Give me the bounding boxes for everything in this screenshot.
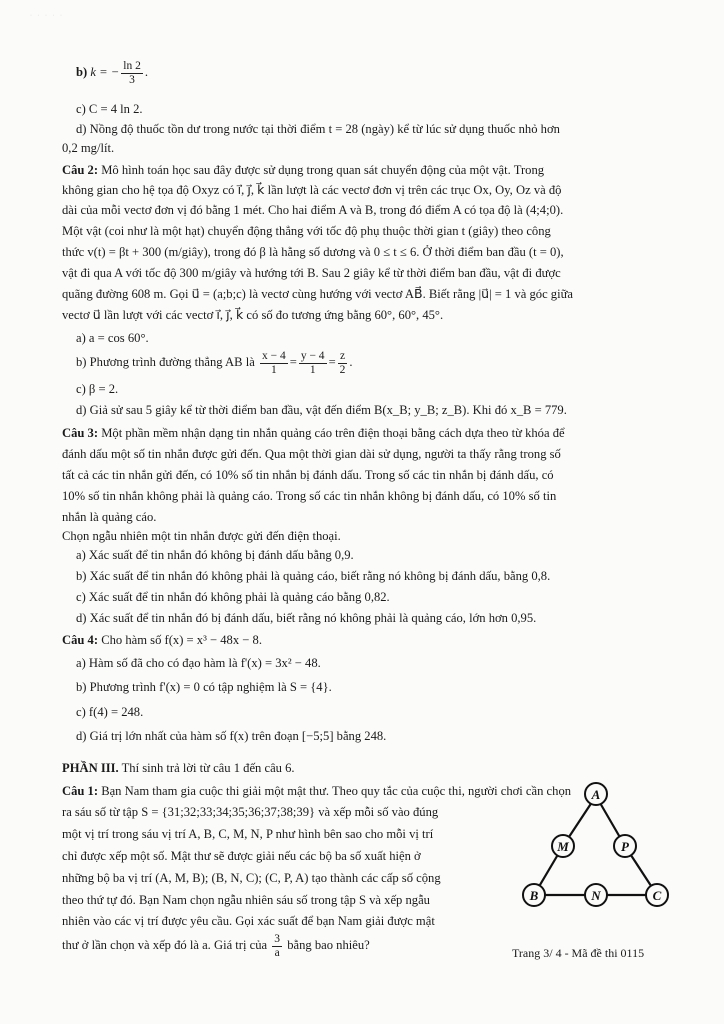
fraction: $\frac{\ln 2}{3}$ (123, 60, 141, 86)
node-n-label: N (591, 888, 601, 903)
option-d: d) Xác suất để tin nhắn đó bị đánh dấu, biết rằng nó không phải là quảng cáo, lớn hơn 0,95. (76, 611, 537, 625)
text-line: quãng đường 608 m. Gọi u⃗ = (a;b;c) là vectơ cùng hướng với vectơ AB⃗. Biết rằng |u⃗| = 1 và góc giữa (62, 287, 574, 301)
page-footer: Trang 3/ 4 - Mã đề thi 0115 (512, 946, 645, 960)
triangle-diagram (515, 778, 690, 913)
option-b: b) k = − $\frac{\ln 2}{3}$ . (76, 60, 148, 86)
option-b: b) Xác suất để tin nhắn đó không phải là quảng cáo, biết rằng nó không bị đánh dấu, bằng 0,8. (76, 569, 551, 583)
question-3-intro: Câu 3: Một phần mềm nhận dạng tin nhắn quảng cáo trên điện thoại bằng cách dựa theo từ khóa để (62, 426, 565, 440)
text-line: 10% số tin nhắn không phải là quảng cáo. Trong số các tin nhắn không bị đánh dấu, có 10% số tin (62, 489, 557, 503)
option-b: b) Phương trình f'(x) = 0 có tập nghiệm là S = {4}. (76, 680, 332, 694)
text-line: chỉ được xếp một số. Mật thư sẽ được giải nếu các bộ ba số xuất hiện ở (62, 849, 421, 863)
text-line: thư ở lần chọn và xếp đó là a. Giá trị của $\frac{3}{a}$ bằng bao nhiêu? (62, 933, 370, 959)
text-line: ra sáu số từ tập S = {31;32;33;34;35;36;37;38;39} và xếp mỗi số vào đúng (62, 805, 439, 819)
text-line: Chọn ngẫu nhiên một tin nhắn được gửi đến điện thoại. (62, 529, 341, 543)
text-line: đánh dấu một số tin nhắn được gửi đến. Qua một thời gian dài sử dụng, người ta thấy rằng trong số (62, 447, 561, 461)
option-d: d) Giá trị lớn nhất của hàm số f(x) trên đoạn [−5;5] bằng 248. (76, 729, 387, 743)
text-line: những bộ ba vị trí (A, M, B); (B, N, C); (C, P, A) tạo thành các cấp số cộng (62, 871, 441, 885)
text-line: nhiên vào các vị trí được yêu cầu. Gọi xác suất để bạn Nam giải được mật (62, 914, 435, 928)
text-line: không gian cho hệ tọa độ Oxyz có i⃗, j⃗, k⃗ lần lượt là các vectơ đơn vị trên các trục Ox, Oy, Oz và độ (62, 183, 562, 197)
option-a: a) a = cos 60°. (76, 331, 149, 345)
text-line: Một vật (coi như là một hạt) chuyển động thẳng với tốc độ phụ thuộc thời gian t (giây) theo công (62, 224, 551, 238)
fraction: $\frac{x - 4}{1}$ (261, 350, 286, 376)
fraction: $\frac{y - 4}{1}$ (300, 350, 325, 376)
node-b-label: B (529, 888, 539, 903)
fraction: $\frac{z}{2}$ (339, 350, 346, 376)
option-c: c) Xác suất để tin nhắn đó không phải là quảng cáo bằng 0,82. (76, 590, 390, 604)
text-line: tất cả các tin nhắn gửi đến, có 10% số tin nhắn bị đánh dấu. Trong số các tin nhắn bị đánh dấu, có (62, 468, 554, 482)
text-line: theo thứ tự đó. Bạn Nam chọn ngẫu nhiên sáu số trong tập S và xếp ngẫu (62, 893, 430, 907)
part-3-question-1-intro: Câu 1: Bạn Nam tham gia cuộc thi giải một mật thư. Theo quy tắc của cuộc thi, người chơi cần chọn (62, 784, 572, 798)
fraction: $\frac{3}{a}$ (274, 933, 281, 959)
option-d-cont: 0,2 mg/lít. (62, 141, 115, 155)
scan-mark: · · · · · (30, 13, 64, 19)
text-line: nhắn là quảng cáo. (62, 510, 157, 524)
text-line: thức v(t) = βt + 300 (m/giây), trong đó β là hằng số dương và 0 ≤ t ≤ 6. Ở thời điểm ban đầu (t = 0), (62, 245, 564, 259)
option-b: b) Phương trình đường thẳng AB là $\frac{x - 4}{1}$ = $\frac{y - 4}{1}$ = $\frac{z}{2}$ . (76, 350, 353, 376)
node-p-label: P (621, 839, 629, 854)
option-d: d) Nồng độ thuốc tồn dư trong nước tại thời điểm t = 28 (ngày) kể từ lúc sử dụng thuốc nhỏ hơn (76, 122, 560, 136)
question-4-intro: Câu 4: Cho hàm số f(x) = x³ − 48x − 8. (62, 633, 262, 647)
text-line: vật đi qua A với tốc độ 300 m/giây và hướng tới B. Sau 2 giây kể từ thời điểm ban đầu, vật đi được (62, 266, 561, 280)
option-a: a) Hàm số đã cho có đạo hàm là f'(x) = 3x² − 48. (76, 656, 321, 670)
text-line: dài của mỗi vectơ đơn vị đó bằng 1 mét. Cho hai điểm A và B, trong đó điểm A có tọa độ là (4;4;0). (62, 203, 564, 217)
option-d: d) Giả sử sau 5 giây kể từ thời điểm ban đầu, vật đến điểm B(x_B; y_B; z_B). Khi đó x_B = 779. (76, 403, 567, 417)
option-c: c) β = 2. (76, 382, 119, 396)
node-m-label: M (557, 839, 569, 854)
text-line: một vị trí trong sáu vị trí A, B, C, M, N, P như hình bên sao cho mỗi vị trí (62, 827, 434, 841)
option-c: c) f(4) = 248. (76, 705, 144, 719)
node-a-label: A (591, 787, 601, 802)
part-3-heading: PHẦN III. Thí sinh trả lời từ câu 1 đến câu 6. (62, 761, 295, 775)
option-a: a) Xác suất để tin nhắn đó không bị đánh dấu bằng 0,9. (76, 548, 354, 562)
question-2-intro: Câu 2: Mô hình toán học sau đây được sử dụng trong quan sát chuyển động của một vật. Trong (62, 163, 545, 177)
node-c-label: C (652, 888, 662, 903)
option-c: c) C = 4 ln 2. (76, 102, 143, 116)
text-line: vectơ u⃗ lần lượt với các vectơ i⃗, j⃗, k⃗ có số đo tương ứng bằng 60°, 60°, 45°. (62, 308, 444, 322)
